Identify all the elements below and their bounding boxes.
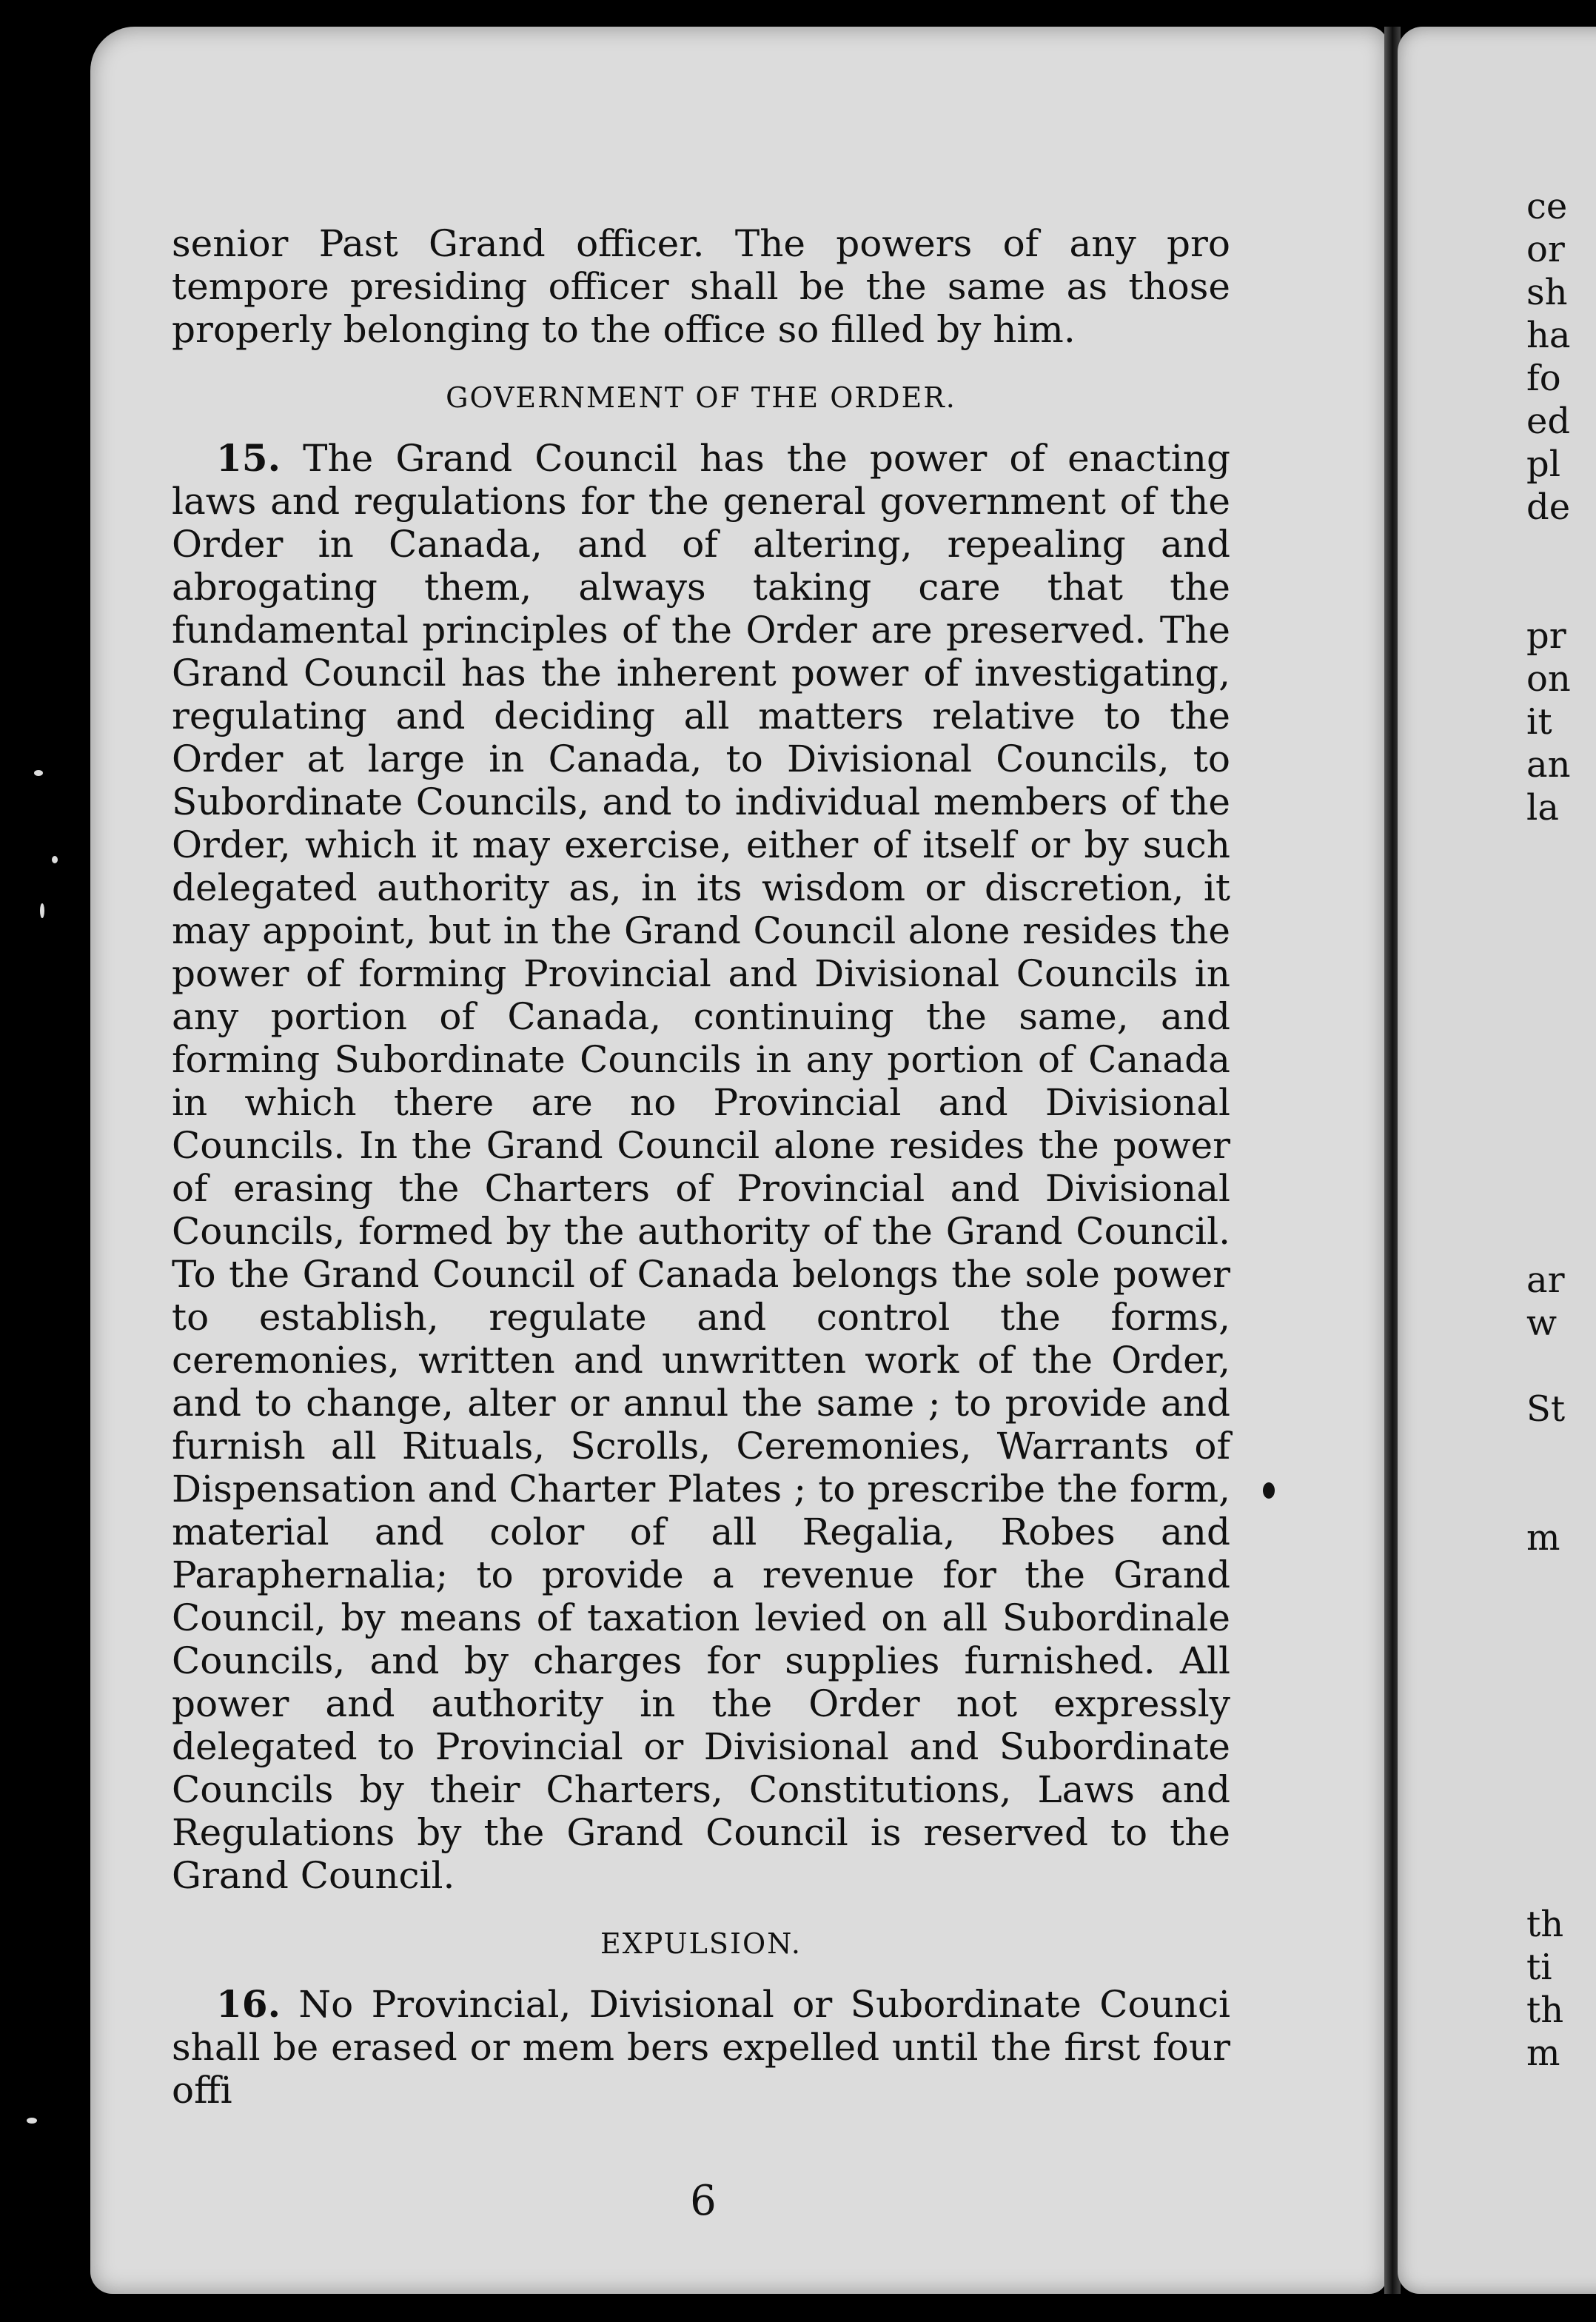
facing-page-fragment: pl [1526,444,1561,485]
facing-page-fragment [1526,529,1596,572]
facing-page-fragment: ti [1526,1947,1552,1988]
margin-speck [27,2118,37,2124]
facing-page-fragment [1526,1130,1596,1173]
facing-page-fragment: w [1526,1302,1558,1344]
facing-page-fragment [1526,1774,1596,1817]
page-number: 6 [690,2177,717,2225]
margin-speck [40,903,44,918]
facing-page-fragment: ed [1526,401,1571,442]
paragraph-16-text: No Provincial, Divisional or Subordinate Counci shall be erased or mem bers expelled until the first four offi [172,1983,1230,2112]
facing-page-fragment [1526,829,1596,872]
paragraph-15-text: The Grand Council has the power of enacting laws and regulations for the general government of the Order in Canada, and of altering, repealing and abrogating them, always taking care that the fundamental principles of the Order are preserved. The Grand Council has the inherent power of investigating, regulating and deciding all matters relative to the Order at large in Canada, to Divisional Councils, to Subordinate Councils, and to individual members of the Order, which it may exercise, either of itself or by such delegated authority as, in its wisdom or discretion, it may appoint, but in the Grand Council alone resides the power of forming Provincial and Divisional Councils in any portion of Canada, continuing the same, and forming Subordinate Councils in any portion of Canada in which there are no Provincial and Divisional Councils. In the Grand Council alone resides the power of erasing the Charters of Provincial and Divisional Councils, formed by the authority of the Grand Council. To the Grand Council of Canada belongs the sole power to establish, regulate and control the forms, ceremonies, written and unwritten work of the Order, and to change, alter or annul the same ; to provide and furnish all Rituals, Scrolls, Ceremonies, Warrants of Dispensation and Charter Plates ; to prescribe the form, material and color of all Regalia, Robes and Paraphernalia; to provide a revenue for the Grand Council, by means of taxation levied on all Subordinale Councils, and by charges for supplies furnished. All power and authority in the Order not expressly delegated to Provincial or Divisional and Subordinate Councils by their Charters, Constitutions, Laws and Regulations by the Grand Council is reserved to the Grand Council. [172,437,1230,1897]
facing-page-fragment: m [1526,2032,1560,2074]
facing-page-fragment: or [1526,229,1565,270]
paragraph-15 [172,437,1230,1897]
facing-page-fragment [1526,958,1596,1001]
facing-page-fragment: ce [1526,186,1568,227]
facing-page-fragment [1526,1473,1596,1516]
facing-page-fragment: th [1526,1990,1564,2031]
facing-page-fragment: ha [1526,315,1571,356]
facing-page-fragment [1526,572,1596,615]
facing-page-fragment: on [1526,658,1571,700]
facing-page-fragment [1526,1216,1596,1259]
facing-page-fragment: St [1526,1388,1566,1430]
facing-page-fragment [1526,1173,1596,1216]
facing-page-fragment: ar [1526,1259,1565,1301]
facing-page-fragment: m [1526,1517,1560,1559]
facing-page-fragment [1526,1044,1596,1087]
paragraph-15-number: 15. [216,436,281,480]
facing-page-fragment: it [1526,701,1552,743]
facing-page-fragment [1526,1817,1596,1860]
facing-page-fragment: la [1526,787,1559,829]
facing-page-fragment [1526,1559,1596,1602]
margin-speck [52,856,58,863]
facing-page-fragment [1526,872,1596,915]
facing-page-fragment: th [1526,1904,1564,1945]
facing-page-fragment [1526,1731,1596,1774]
facing-page-fragment [1526,1645,1596,1688]
paragraph-16-number: 16. [216,1982,281,2026]
facing-page-fragment: fo [1526,358,1561,399]
section-heading-government: GOVERNMENT OF THE ORDER. [446,381,956,414]
facing-page-fragment [1526,915,1596,958]
facing-page-text-fragments [1526,185,1596,2075]
section-heading-expulsion: EXPULSION. [600,1927,802,1960]
facing-page-fragment: pr [1526,615,1566,657]
paragraph-16 [172,1983,1230,2112]
facing-page-fragment [1526,1431,1596,1473]
margin-speck [34,770,43,776]
facing-page-fragment [1526,1345,1596,1388]
page-text [172,222,1230,2112]
intro-paragraph: senior Past Grand officer. The powers of any pro tempore presiding officer shall be the same as those properly belonging to the office so filled by him. [172,222,1230,351]
facing-page-fragment [1526,1602,1596,1645]
facing-page-fragment [1526,1087,1596,1130]
facing-page-fragment: de [1526,486,1571,528]
facing-page-fragment [1526,1688,1596,1731]
facing-page-fragment: an [1526,744,1571,786]
facing-page-fragment [1526,1860,1596,1903]
facing-page-fragment: sh [1526,272,1568,313]
ink-speck [1263,1482,1275,1499]
facing-page-fragment [1526,1001,1596,1044]
